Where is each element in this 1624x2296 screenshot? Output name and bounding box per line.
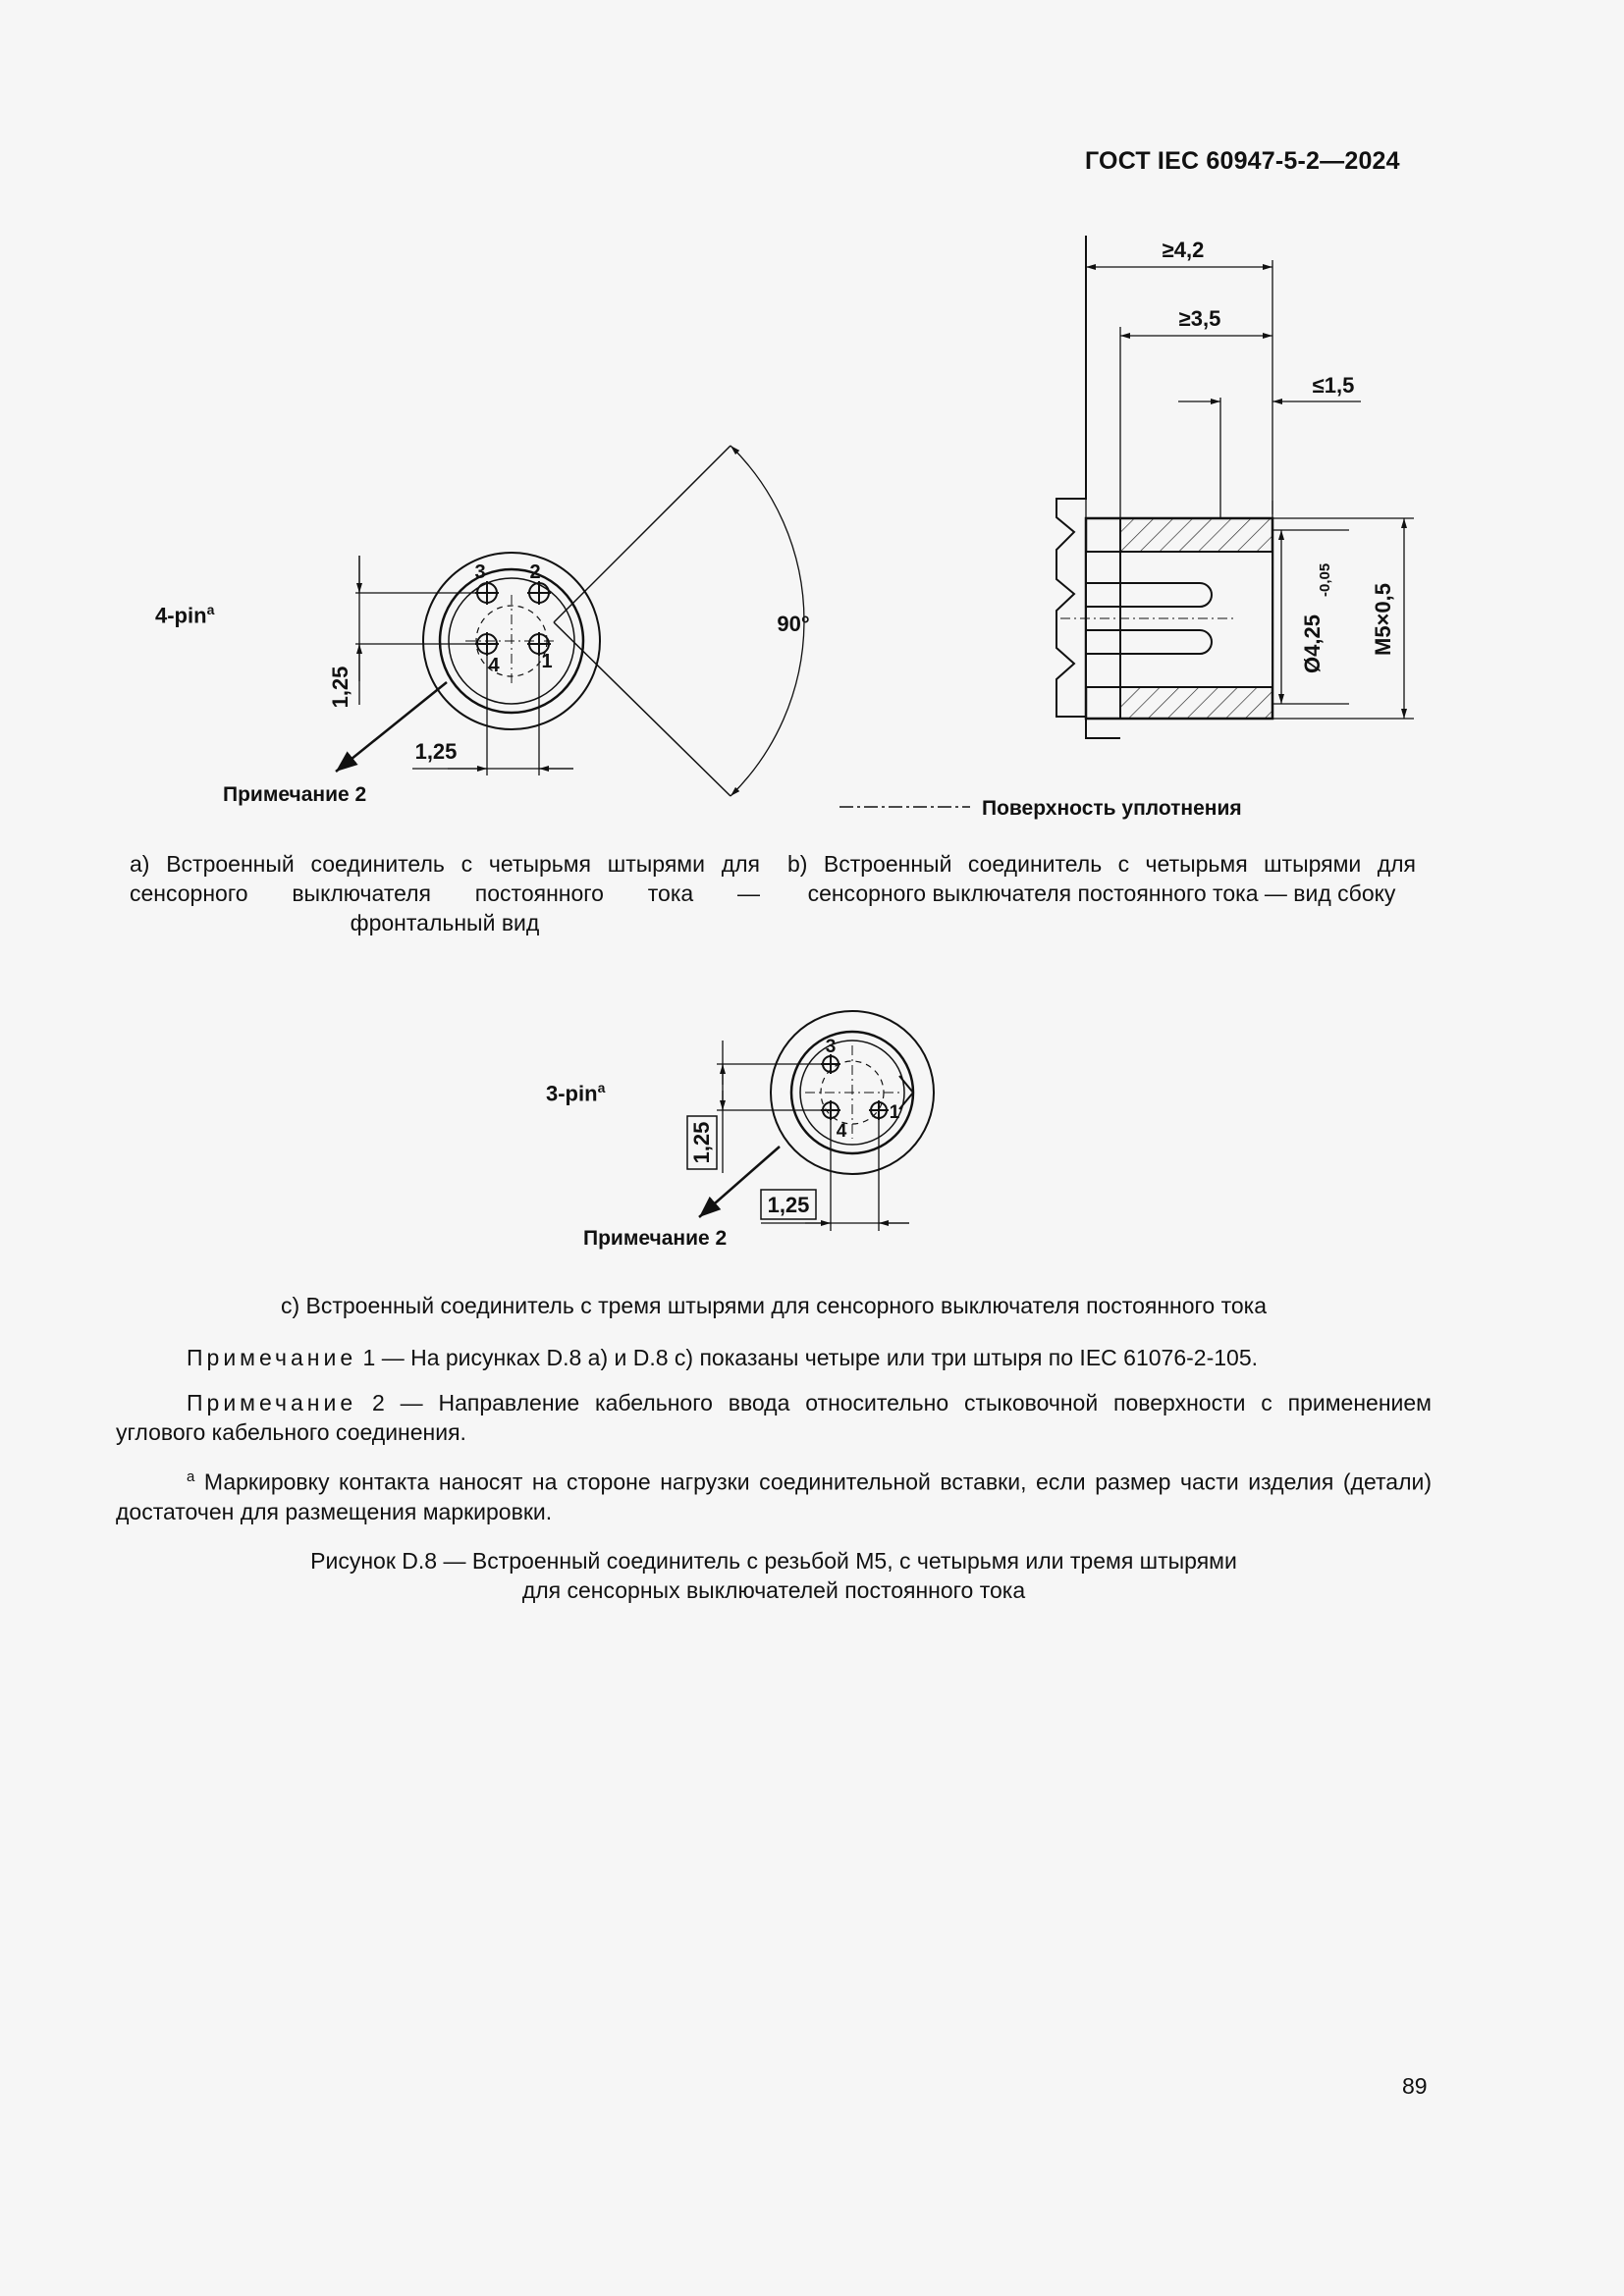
caption-b: b) Встроенный соединитель с четырьмя штырями для сенсорного выключателя постоянного тока — вид сбоку [787, 851, 1416, 906]
dim-diameter: Ø4,25 [1300, 614, 1325, 673]
pin-label: 2 [529, 561, 541, 583]
figure-c-note-ref: Примечание 2 [583, 1227, 728, 1250]
figure-a-pin-count: 4-pin$^a$ [155, 602, 215, 628]
dim-diameter-tolerance: -0,05 [1317, 562, 1333, 597]
dim-depth: ≥3,5 [1178, 306, 1221, 331]
pin-label: 4 [488, 655, 500, 676]
dim-vertical: 1,25 [689, 1121, 714, 1164]
footnote-a: $^a$ Маркировку контакта наносят на стороне нагрузки соединительной вставки, если размер части изделия (детали) достаточен для размещения маркировки. [116, 1468, 1432, 1524]
note-1: Примечание 1 — На рисунках D.8 а) и D.8 с) показаны четыре или три штыря по IEC 61076-2-105. [187, 1345, 1258, 1370]
dim-thread: M5×0,5 [1371, 583, 1395, 656]
caption-c: c) Встроенный соединитель с тремя штырями для сенсорного выключателя постоянного тока [280, 1293, 1268, 1318]
pin-label: 1 [889, 1102, 900, 1123]
dim-vertical: 1,25 [328, 666, 352, 709]
pin-label: 3 [474, 561, 486, 583]
caption-a: а) Встроенный соединитель с четырьмя штырями для сенсорного выключателя постоянного тока — фронтальный вид [130, 851, 760, 935]
figure-a-labels [328, 561, 810, 764]
figure-title: Рисунок D.8 — Встроенный соединитель с резьбой М5, с четырьмя или тремя штырями для сенсорных выключателей постоянного тока [310, 1548, 1237, 1603]
pin-1 [869, 1100, 889, 1120]
dim-overall: ≥4,2 [1162, 238, 1205, 262]
pin-4 [475, 632, 499, 656]
figure-b [839, 236, 1414, 807]
figure-a-note-ref: Примечание 2 [223, 783, 367, 806]
pin-label: 4 [836, 1121, 847, 1142]
pin-label: 1 [541, 651, 553, 672]
page-number: 89 [1402, 2073, 1428, 2099]
dim-horizontal: 1,25 [414, 739, 458, 764]
dim-pin-recess: ≤1,5 [1312, 373, 1355, 398]
document-header: ГОСТ IEC 60947-5-2—2024 [1085, 147, 1400, 175]
pin-label: 3 [825, 1037, 837, 1057]
pin-4 [821, 1100, 840, 1120]
note-2: Примечание 2 — Направление кабельного ввода относительно стыковочной поверхности с применением углового кабельного соединения. [116, 1390, 1432, 1445]
pin-2 [527, 581, 551, 605]
angle-label: 90° [777, 612, 810, 636]
figure-a [336, 446, 804, 796]
dim-horizontal: 1,25 [767, 1193, 810, 1217]
figure-c-pin-count: 3-pin$^a$ [546, 1080, 606, 1106]
legend-sealing-surface: Поверхность уплотнения [982, 797, 1242, 820]
